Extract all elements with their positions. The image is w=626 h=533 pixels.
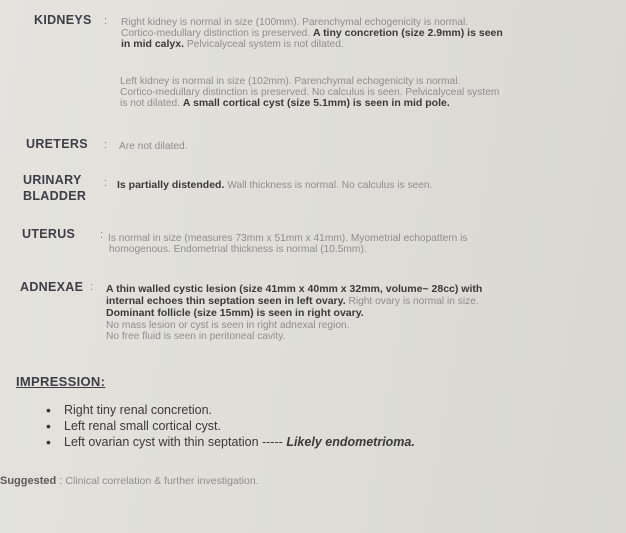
kidneys-colon: : xyxy=(104,15,108,27)
suggested-text: Clinical correlation & further investigation. xyxy=(65,475,259,487)
left-kidney-line-1: Left kidney is normal in size (102mm). Parenchymal echogenicity is normal. xyxy=(120,76,461,87)
uterus-line-1: Is normal in size (measures 73mm x 51mm x 41mm). Myometrial echopattern is xyxy=(108,233,468,244)
list-item: • Left ovarian cyst with thin septation ----- Likely endometrioma. xyxy=(46,434,415,450)
right-kidney-line-2a: Cortico-medullary distinction is preserved. xyxy=(121,28,311,39)
right-kidney-findings xyxy=(121,17,503,50)
uterus-colon: : xyxy=(100,229,104,241)
suggested-label: Suggested xyxy=(0,475,57,487)
ureters-colon: : xyxy=(104,139,108,151)
adnexae-findings xyxy=(106,284,482,342)
uterus-label: UTERUS xyxy=(22,227,76,241)
bladder-label-line-1: URINARY xyxy=(23,173,82,187)
right-kidney-line-1: Right kidney is normal in size (100mm). Parenchymal echogenicity is normal. xyxy=(121,17,469,28)
bladder-text-a: Is partially distended. xyxy=(117,179,225,191)
bladder-label-line-2: BLADDER xyxy=(23,189,87,203)
right-kidney-line-3a: in mid calyx. xyxy=(121,38,185,50)
adnexae-line-4: No mass lesion or cyst is seen in right adnexal region. xyxy=(106,320,350,331)
adnexae-line-2a: internal echoes thin septation seen in left ovary. xyxy=(106,295,346,307)
left-kidney-line-3a: is not dilated. xyxy=(120,98,181,109)
adnexae-line-1: A thin walled cystic lesion (size 41mm x 40mm x 32mm, volume~ 28cc) with xyxy=(106,283,483,295)
impression-list xyxy=(46,402,415,450)
ureters-text: Are not dilated. xyxy=(119,141,188,152)
left-kidney-line-3b: A small cortical cyst (size 5.1mm) is seen in mid pole. xyxy=(182,97,450,109)
suggested-colon: : xyxy=(59,475,63,487)
impression-emphasis: Likely endometrioma. xyxy=(286,435,415,449)
impression-title: IMPRESSION: xyxy=(16,374,106,389)
suggested-line xyxy=(0,476,259,487)
adnexae-label: ADNEXAE xyxy=(20,280,84,294)
list-item: • Left renal small cortical cyst. xyxy=(46,418,415,434)
uterus-findings xyxy=(108,233,468,255)
bladder-colon: : xyxy=(104,177,108,189)
left-kidney-line-2: Cortico-medullary distinction is preserved. No calculus is seen. Pelvicalyceal system xyxy=(120,87,500,98)
right-kidney-line-2b: A tiny concretion (size 2.9mm) is seen xyxy=(312,27,503,39)
adnexae-line-5: No free fluid is seen in peritoneal cavity. xyxy=(106,331,286,342)
left-kidney-findings xyxy=(120,76,499,109)
kidneys-label: KIDNEYS xyxy=(34,13,92,27)
uterus-line-2: homogenous. Endometrial thickness is normal (10.5mm). xyxy=(109,244,367,255)
adnexae-colon: : xyxy=(90,281,94,293)
bladder-text-b: Wall thickness is normal. No calculus is seen. xyxy=(227,180,433,191)
ureters-label: URETERS xyxy=(26,137,88,151)
list-item: • Right tiny renal concretion. xyxy=(46,402,415,418)
adnexae-line-2b: Right ovary is normal in size. xyxy=(348,296,479,307)
bladder-text xyxy=(117,180,432,191)
right-kidney-line-3b: Pelvicalyceal system is not dilated. xyxy=(186,39,344,50)
adnexae-line-3: Dominant follicle (size 15mm) is seen in right ovary. xyxy=(106,307,364,319)
